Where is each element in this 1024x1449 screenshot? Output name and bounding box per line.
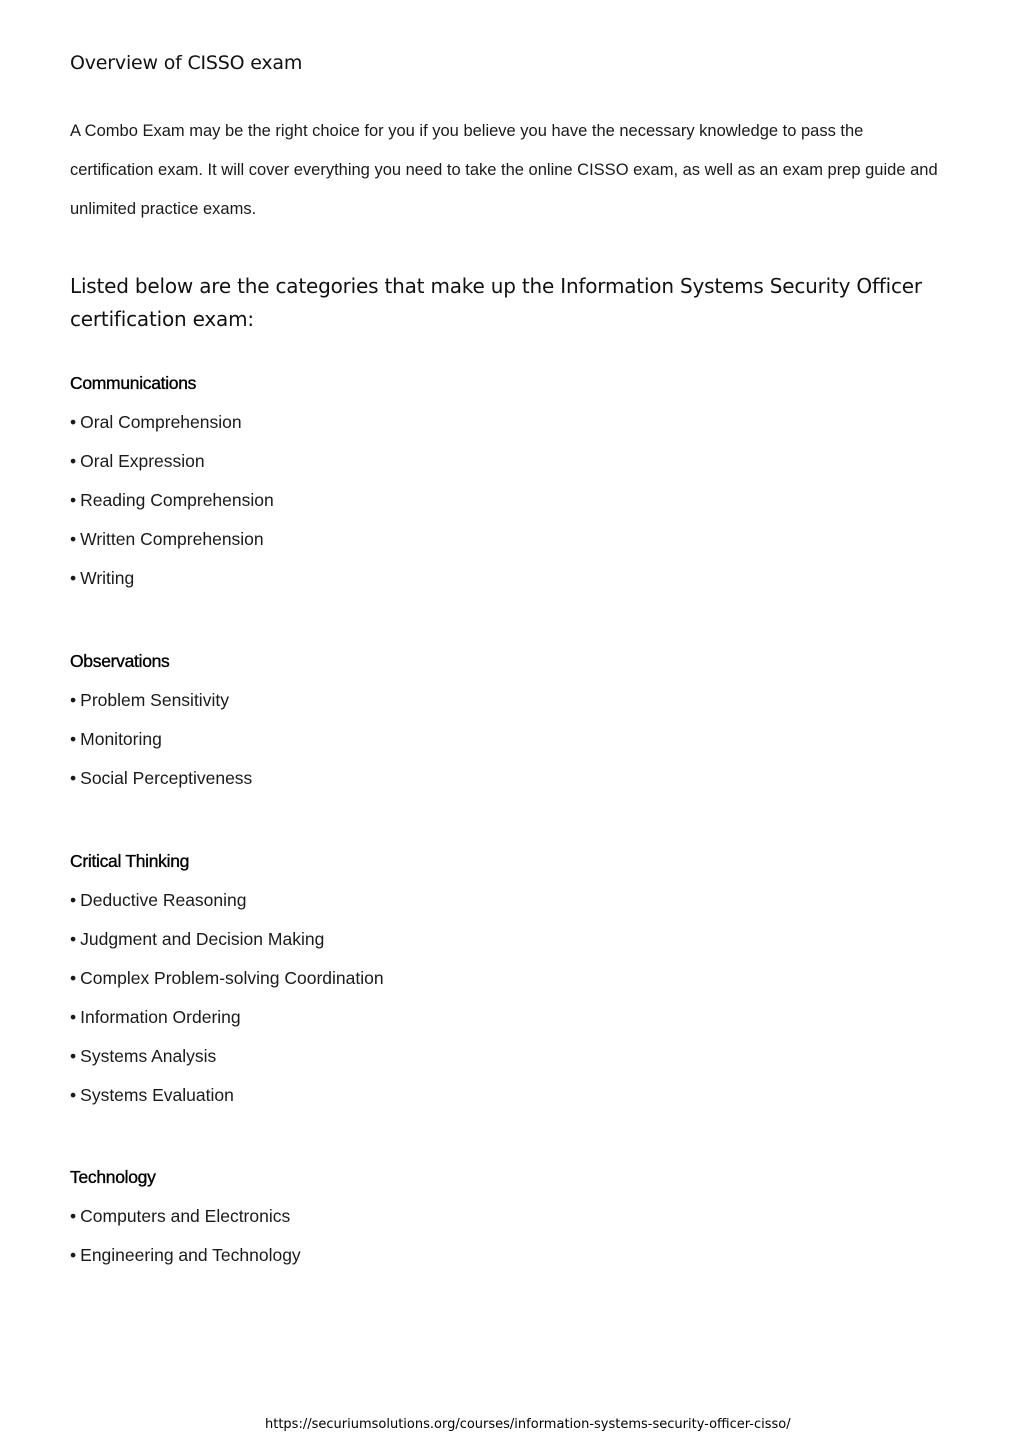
list-item-text: Systems Analysis	[80, 1046, 217, 1066]
list-item-text: Writing	[80, 568, 135, 588]
bullet-icon: •	[70, 568, 77, 588]
category-technology	[70, 1158, 670, 1275]
bullet-icon: •	[70, 1245, 77, 1265]
list-item-text: Social Perceptiveness	[80, 768, 253, 788]
page-title: Overview of CISSO exam	[70, 52, 303, 74]
list-item-text: Problem Sensitivity	[80, 690, 229, 710]
category-title: Observations	[70, 651, 170, 671]
bullet-icon: •	[70, 1007, 77, 1027]
list-item	[70, 959, 670, 998]
list-item-text: Deductive Reasoning	[80, 890, 247, 910]
categories-heading: Listed below are the categories that make up the Information Systems Security Officer certification exam:	[70, 274, 922, 331]
footer-url: https://securiumsolutions.org/courses/information-systems-security-officer-cisso/	[265, 1417, 791, 1432]
bullet-icon: •	[70, 451, 77, 471]
list-item	[70, 998, 670, 1037]
list-item-text: Reading Comprehension	[80, 490, 274, 510]
category-title: Critical Thinking	[70, 851, 190, 871]
list-item-text: Information Ordering	[80, 1007, 241, 1027]
bullet-icon: •	[70, 529, 77, 549]
list-item-text: Engineering and Technology	[80, 1245, 301, 1265]
list-item	[70, 442, 670, 481]
list-item	[70, 1236, 670, 1275]
list-item	[70, 520, 670, 559]
category-title: Technology	[70, 1167, 156, 1187]
list-item-text: Judgment and Decision Making	[80, 929, 325, 949]
bullet-icon: •	[70, 490, 77, 510]
bullet-icon: •	[70, 768, 77, 788]
bullet-icon: •	[70, 690, 77, 710]
category-list	[70, 403, 670, 598]
list-item-text: Oral Comprehension	[80, 412, 242, 432]
category-title: Communications	[70, 373, 197, 393]
list-item	[70, 759, 670, 798]
category-list	[70, 1197, 670, 1275]
list-item	[70, 720, 670, 759]
list-item	[70, 881, 670, 920]
bullet-icon: •	[70, 729, 77, 749]
list-item	[70, 1076, 670, 1115]
list-item-text: Oral Expression	[80, 451, 205, 471]
list-item-text: Monitoring	[80, 729, 162, 749]
list-item-text: Written Comprehension	[80, 529, 264, 549]
category-observations	[70, 642, 670, 798]
list-item	[70, 481, 670, 520]
category-list	[70, 881, 670, 1115]
list-item	[70, 920, 670, 959]
bullet-icon: •	[70, 890, 77, 910]
list-item	[70, 403, 670, 442]
list-item-text: Complex Problem-solving Coordination	[80, 968, 384, 988]
list-item	[70, 1037, 670, 1076]
bullet-icon: •	[70, 1046, 77, 1066]
list-item	[70, 681, 670, 720]
list-item-text: Computers and Electronics	[80, 1206, 291, 1226]
list-item-text: Systems Evaluation	[80, 1085, 234, 1105]
bullet-icon: •	[70, 1206, 77, 1226]
bullet-icon: •	[70, 929, 77, 949]
list-item	[70, 559, 670, 598]
category-critical-thinking	[70, 842, 670, 1115]
bullet-icon: •	[70, 412, 77, 432]
intro-paragraph: A Combo Exam may be the right choice for you if you believe you have the necessary knowledge to pass the certification exam. It will cover everything you need to take the online CISSO exam, as well as an exam prep guide and unlimited practice exams.	[70, 122, 938, 218]
category-list	[70, 681, 670, 798]
bullet-icon: •	[70, 968, 77, 988]
category-communications	[70, 364, 670, 598]
list-item	[70, 1197, 670, 1236]
bullet-icon: •	[70, 1085, 77, 1105]
